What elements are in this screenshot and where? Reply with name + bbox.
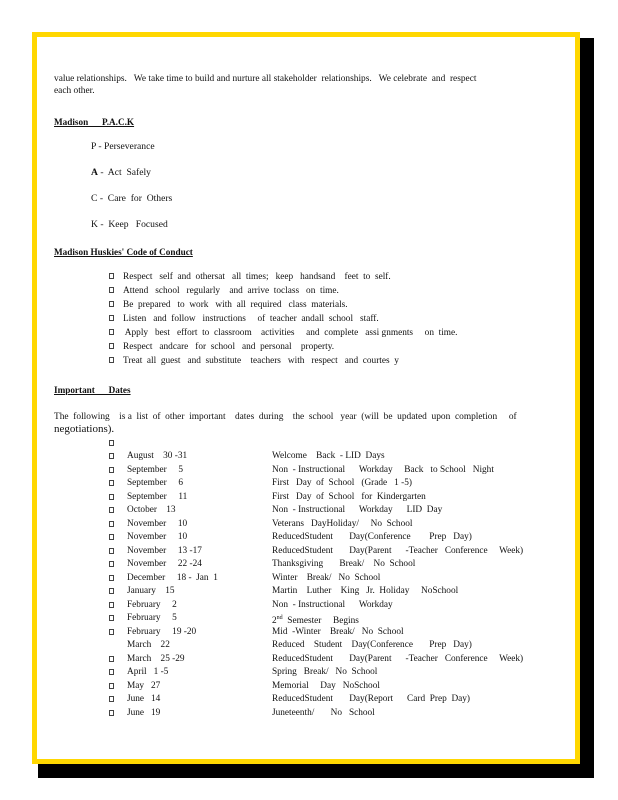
- event-cell: Winter Break/ No School: [272, 572, 381, 583]
- date-cell: September 5: [127, 464, 184, 475]
- event-cell: ReducedStudent Day(Report Card Prep Day): [272, 694, 471, 704]
- intro-line-2: each other.: [54, 86, 95, 96]
- date-cell: June 19: [127, 707, 161, 718]
- checkbox-glyph-icon: [109, 602, 114, 608]
- event-cell: First Day of School for Kindergarten: [272, 491, 426, 502]
- event-cell: Veterans DayHoliday/ No School: [272, 518, 413, 529]
- date-row: [109, 693, 579, 705]
- pack-item-a: A - Act Safely: [91, 167, 151, 178]
- date-cell: February 19 -20: [127, 626, 197, 637]
- checkbox-glyph-icon: [109, 669, 114, 675]
- date-row: [109, 504, 579, 516]
- date-cell: November 10: [127, 518, 188, 529]
- event-cell: Mid -Winter Break/ No School: [272, 626, 404, 637]
- checkbox-glyph-icon: [109, 453, 114, 459]
- document-page: [32, 32, 580, 764]
- date-cell: October 13: [127, 505, 176, 515]
- event-cell: Welcome Back - LID Days: [272, 451, 385, 461]
- conduct-item: Respect andcare for school and personal property.: [109, 341, 509, 353]
- date-row: [109, 450, 579, 462]
- event-cell: ReducedStudent Day(Conference Prep Day): [272, 532, 472, 542]
- date-row: [109, 599, 579, 611]
- checkbox-glyph-icon: [109, 507, 114, 513]
- checkbox-glyph-icon: [109, 683, 114, 689]
- pack-item-c: C - Care for Others: [91, 193, 173, 204]
- dates-intro-line-1: The following is a list of other important dates during the school year (will be updated upon completion of: [54, 412, 517, 422]
- checkbox-glyph-icon: [109, 615, 114, 621]
- date-cell: May 27: [127, 680, 161, 691]
- date-row: [109, 585, 579, 597]
- conduct-item: Attend school regularly and arrive toclass on time.: [109, 285, 509, 297]
- checkbox-glyph-icon: [109, 656, 114, 662]
- conduct-item: Be prepared to work with all required class materials.: [109, 299, 509, 311]
- checkbox-glyph-icon: [109, 273, 114, 279]
- conduct-item: Treat all guest and substitute teachers with respect and courtes y: [109, 355, 509, 367]
- date-row: [109, 531, 579, 543]
- date-cell: August 30 -31: [127, 451, 188, 461]
- conduct-item: Apply best effort to classroom activities and complete assi gnments on time.: [109, 327, 509, 339]
- pack-item-k: K - Keep Focused: [91, 219, 168, 230]
- checkbox-glyph-icon: [109, 315, 114, 321]
- date-row: [109, 491, 579, 503]
- checkbox-glyph-icon: [109, 696, 114, 702]
- event-cell: Reduced Student Day(Conference Prep Day): [272, 640, 472, 650]
- event-cell: Non - Instructional Workday Back to School Night: [272, 464, 494, 475]
- conduct-item: Listen and follow instructions of teacher andall school staff.: [109, 313, 509, 325]
- checkbox-glyph-icon: [109, 440, 114, 446]
- date-row: [109, 707, 579, 719]
- date-cell: February 2: [127, 599, 177, 610]
- date-cell: September 11: [127, 491, 188, 502]
- checkbox-glyph-icon: [109, 343, 114, 349]
- date-row: [109, 572, 579, 584]
- intro-line-1: value relationships. We take time to build and nurture all stakeholder relationships. We celebrate and respect: [54, 74, 477, 84]
- date-cell: April 1 -5: [127, 667, 169, 677]
- event-cell: Spring Break/ No School: [272, 667, 378, 677]
- checkbox-glyph-icon: [109, 710, 114, 716]
- date-cell: September 6: [127, 478, 184, 488]
- dates-intro-line-2: negotiations).: [54, 423, 115, 435]
- pack-item-p: P - Perseverance: [91, 141, 155, 152]
- empty-bullet-row: [109, 437, 579, 449]
- date-cell: March 22: [127, 640, 170, 650]
- event-cell: First Day of School (Grade 1 -5): [272, 478, 412, 488]
- checkbox-glyph-icon: [109, 467, 114, 473]
- date-cell: February 5: [127, 613, 177, 623]
- date-row: [109, 518, 579, 530]
- conduct-heading: Madison Huskies' Code of Conduct: [54, 247, 193, 257]
- checkbox-glyph-icon: [109, 329, 114, 335]
- checkbox-glyph-icon: [109, 494, 114, 500]
- date-cell: November 22 -24: [127, 559, 202, 569]
- date-row: [109, 653, 579, 665]
- checkbox-glyph-icon: [109, 588, 114, 594]
- date-row: [109, 464, 579, 476]
- event-cell: ReducedStudent Day(Parent -Teacher Conference Week): [272, 545, 524, 556]
- checkbox-glyph-icon: [109, 480, 114, 486]
- event-cell: Thanksgiving Break/ No School: [272, 559, 416, 569]
- date-row: [109, 639, 579, 651]
- checkbox-glyph-icon: [109, 575, 114, 581]
- date-cell: November 13 -17: [127, 545, 202, 556]
- checkbox-glyph-icon: [109, 521, 114, 527]
- checkbox-glyph-icon: [109, 301, 114, 307]
- conduct-item: Respect self and othersat all times; keep handsand feet to self.: [109, 271, 509, 283]
- date-row: [109, 626, 579, 638]
- date-cell: January 15: [127, 586, 175, 596]
- date-row: [109, 545, 579, 557]
- dates-heading: Important Dates: [54, 385, 131, 395]
- event-cell: Non - Instructional Workday LID Day: [272, 505, 443, 515]
- checkbox-glyph-icon: [109, 534, 114, 540]
- pack-heading: Madison P.A.C.K: [54, 117, 135, 127]
- event-cell: ReducedStudent Day(Parent -Teacher Conference Week): [272, 653, 524, 664]
- checkbox-glyph-icon: [109, 561, 114, 567]
- event-cell: Non - Instructional Workday: [272, 599, 393, 610]
- date-row: [109, 477, 579, 489]
- event-cell: Memorial Day NoSchool: [272, 680, 380, 691]
- checkbox-glyph-icon: [109, 357, 114, 363]
- date-cell: November 10: [127, 532, 188, 542]
- date-cell: June 14: [127, 694, 161, 704]
- date-row: [109, 680, 579, 692]
- date-row: [109, 558, 579, 570]
- date-cell: March 25 -29: [127, 653, 185, 664]
- date-row: [109, 666, 579, 678]
- event-cell: Martin Luther King Jr. Holiday NoSchool: [272, 586, 459, 596]
- event-cell: Juneteenth/ No School: [272, 707, 375, 718]
- date-row: [109, 612, 579, 627]
- checkbox-glyph-icon: [109, 548, 114, 554]
- checkbox-glyph-icon: [109, 287, 114, 293]
- event-cell: 2nd Semester Begins: [272, 615, 359, 627]
- checkbox-glyph-icon: [109, 629, 114, 635]
- date-cell: December 18 - Jan 1: [127, 572, 218, 583]
